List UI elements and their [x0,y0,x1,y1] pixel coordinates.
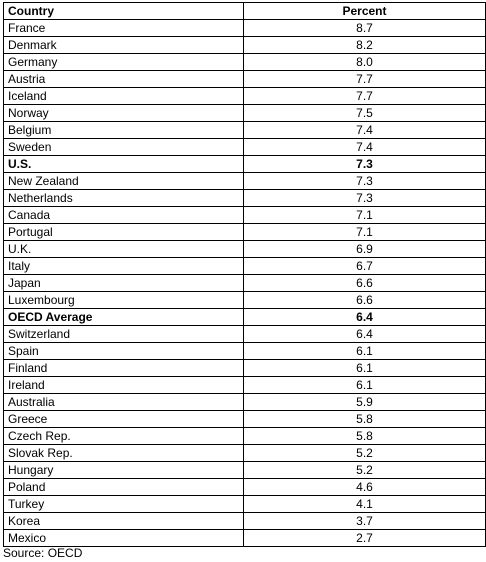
country-cell: Hungary [4,462,244,479]
table-row [4,71,486,88]
country-cell: Poland [4,479,244,496]
table-row [4,513,486,530]
country-cell: Germany [4,54,244,71]
percent-cell: 5.9 [244,394,486,411]
country-cell: Iceland [4,88,244,105]
country-cell: Korea [4,513,244,530]
country-cell: Turkey [4,496,244,513]
percent-cell: 7.7 [244,88,486,105]
country-cell: U.K. [4,241,244,258]
country-cell: France [4,20,244,37]
percent-cell: 6.4 [244,326,486,343]
percent-cell: 7.3 [244,190,486,207]
country-cell: Norway [4,105,244,122]
table-row [4,207,486,224]
percent-cell: 2.7 [244,530,486,547]
table-row [4,224,486,241]
percent-cell: 7.7 [244,71,486,88]
percent-cell: 8.7 [244,20,486,37]
percent-cell: 4.6 [244,479,486,496]
table-header-row [4,3,486,20]
country-cell: Ireland [4,377,244,394]
data-table-container [3,2,486,547]
table-row [4,275,486,292]
country-cell: New Zealand [4,173,244,190]
country-cell: Switzerland [4,326,244,343]
percent-cell: 7.4 [244,122,486,139]
country-cell: Finland [4,360,244,377]
percent-cell: 6.6 [244,292,486,309]
percent-cell: 7.1 [244,224,486,241]
percent-table [3,2,486,547]
table-row [4,343,486,360]
percent-cell: 3.7 [244,513,486,530]
percent-cell: 6.4 [244,309,486,326]
percent-cell: 6.1 [244,377,486,394]
table-row [4,479,486,496]
country-cell: Australia [4,394,244,411]
table-row [4,54,486,71]
table-row [4,105,486,122]
percent-cell: 6.1 [244,360,486,377]
country-cell: Japan [4,275,244,292]
country-cell: Mexico [4,530,244,547]
percent-cell: 7.3 [244,173,486,190]
percent-cell: 5.8 [244,411,486,428]
country-cell: Denmark [4,37,244,54]
percent-cell: 7.1 [244,207,486,224]
country-cell: Austria [4,71,244,88]
country-cell: OECD Average [4,309,244,326]
table-row [4,88,486,105]
table-row [4,173,486,190]
table-row [4,411,486,428]
country-cell: Italy [4,258,244,275]
percent-cell: 8.0 [244,54,486,71]
country-cell: Greece [4,411,244,428]
table-row [4,326,486,343]
country-cell: Czech Rep. [4,428,244,445]
table-row [4,258,486,275]
table-row [4,428,486,445]
percent-cell: 4.1 [244,496,486,513]
table-row [4,445,486,462]
source-note: Source: OECD [3,546,83,560]
country-cell: Canada [4,207,244,224]
table-row [4,20,486,37]
table-row [4,156,486,173]
table-row [4,292,486,309]
percent-cell: 6.7 [244,258,486,275]
percent-cell: 6.9 [244,241,486,258]
table-row [4,241,486,258]
table-row [4,309,486,326]
table-body [4,20,486,547]
percent-cell: 7.5 [244,105,486,122]
table-row [4,377,486,394]
country-column-header: Country [4,3,244,20]
country-cell: Portugal [4,224,244,241]
percent-cell: 7.4 [244,139,486,156]
country-cell: Netherlands [4,190,244,207]
percent-cell: 5.2 [244,445,486,462]
table-row [4,360,486,377]
table-row [4,394,486,411]
country-cell: Sweden [4,139,244,156]
percent-cell: 8.2 [244,37,486,54]
table-row [4,530,486,547]
percent-cell: 5.2 [244,462,486,479]
percent-cell: 5.8 [244,428,486,445]
country-cell: Luxembourg [4,292,244,309]
country-cell: U.S. [4,156,244,173]
table-row [4,122,486,139]
percent-cell: 6.1 [244,343,486,360]
table-row [4,37,486,54]
table-row [4,496,486,513]
percent-column-header: Percent [244,3,486,20]
country-cell: Spain [4,343,244,360]
table-row [4,139,486,156]
country-cell: Belgium [4,122,244,139]
country-cell: Slovak Rep. [4,445,244,462]
percent-cell: 7.3 [244,156,486,173]
table-row [4,462,486,479]
table-row [4,190,486,207]
percent-cell: 6.6 [244,275,486,292]
